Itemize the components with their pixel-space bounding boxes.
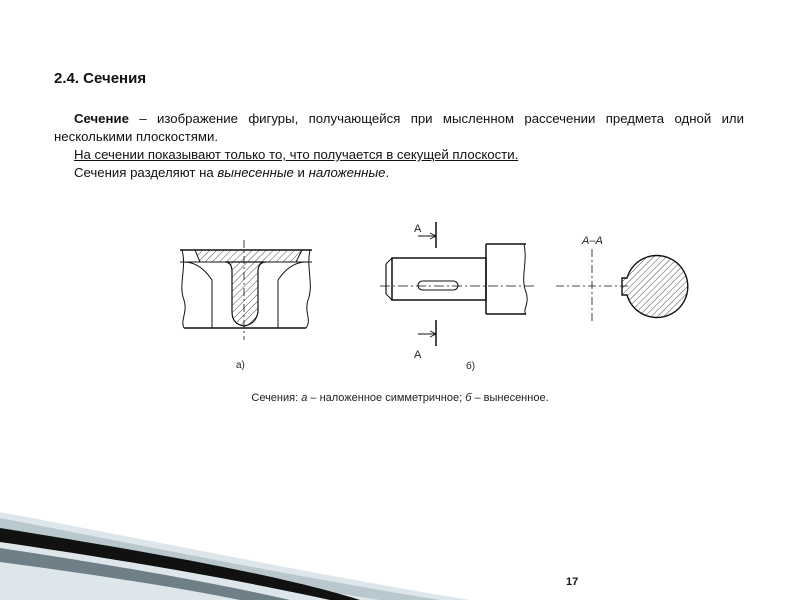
rule-text: На сечении показывают только то, что получается в секущей плоскости. (74, 147, 519, 162)
caption-letter-b: б (465, 392, 472, 404)
page-number: 17 (566, 576, 579, 588)
types-term-removed: вынесенные (217, 165, 294, 180)
section-title-a-a: А–А (582, 235, 603, 247)
caption-letter-a: а (301, 392, 308, 404)
section-heading: 2.4. Сечения (54, 70, 147, 87)
definition-text: – изображение фигуры, получающейся при мысленном рассечении предмета одной или несколькими плоскостями. (54, 111, 744, 144)
types-text-end: . (385, 165, 390, 180)
caption-text-a: – наложенное симметричное; (307, 392, 466, 404)
caption-start: Сечения: (251, 392, 302, 404)
figure-b-label: б) (466, 361, 476, 372)
figure-a-label: а) (236, 360, 245, 371)
definition-term: Сечение (74, 111, 129, 126)
types-text-start: Сечения разделяют на (74, 165, 218, 180)
types-term-superimposed: наложенные (308, 165, 386, 180)
types-text-and: и (293, 165, 309, 180)
cutting-plane-letter-top: А (414, 223, 422, 235)
cutting-plane-letter-bottom: А (414, 349, 422, 361)
caption-text-b: – вынесенное. (471, 392, 549, 404)
